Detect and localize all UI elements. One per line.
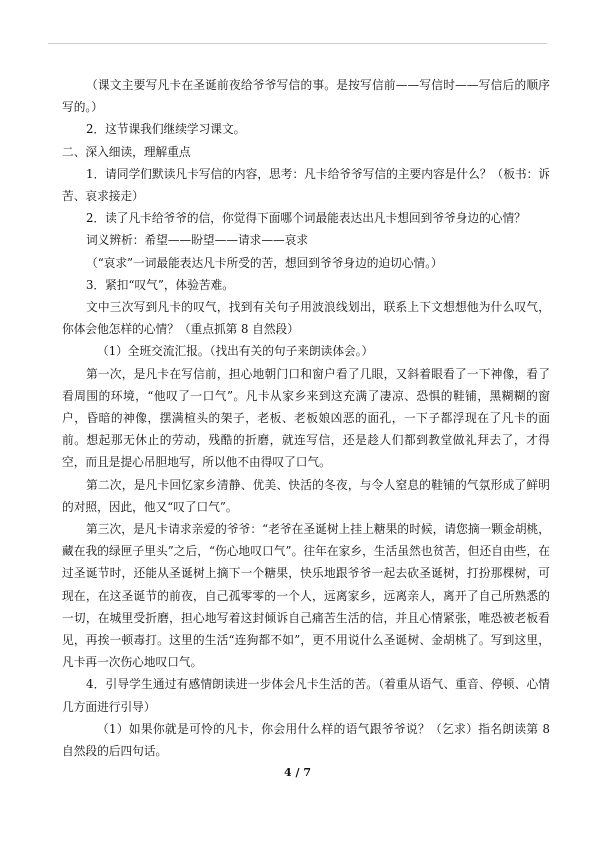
paragraph: 第三次，是凡卡请求亲爱的爷爷：“老爷在圣诞树上挂上糖果的时候，请您摘一颗金胡桃，藏在我的绿匣子里头”之后，“伤心地叹口气”。往年在家乡，生活虽然也贫苦，但还自由些，在过圣诞节时，还能从圣诞树上摘下一个糖果，快乐地跟爷爷一起去砍圣诞树，打扮那棵树，可现在，在这圣诞节的前夜，自己孤零零的一个人，远离家乡，远离亲人，离开了自己所熟悉的一切，在城里受折磨，担心地写着这封倾诉自己痛苦生活的信，并且心情紧张，唯恐被老板看见，再挨一顿毒打。这里的生活“连狗都不如”，更不用说什么圣诞树、金胡桃了。写到这里，凡卡再一次伤心地叹口气。 [62, 522, 550, 670]
header-rule [48, 43, 547, 44]
paragraph: 第二次，是凡卡回忆家乡清静、优美、快活的冬夜，与令人窒息的鞋铺的气氛形成了鲜明的对照，因此，他又“叹了口气”。 [62, 477, 550, 514]
paragraph: 2．这节课我们继续学习课文。 [86, 122, 246, 137]
paragraph: （“哀求”一词最能表达凡卡所受的苦，想回到爷爷身边的迫切心情。） [86, 255, 443, 270]
paragraph: 文中三次写到凡卡的叹气，找到有关句子用波浪线划出，联系上下文想想他为什么叹气，你体会他怎样的心情？（重点抓第 8 自然段） [62, 300, 550, 337]
paragraph: 4．引导学生通过有感情朗读进一步体会凡卡生活的苦。（着重从语气、重音、停顿、心情几方面进行引导） [62, 677, 550, 714]
paragraph: 第一次，是凡卡在写信前，担心地朝门口和窗户看了几眼，又斜着眼看了一下神像，看了看周围的环境，“他叹了一口气”。凡卡从家乡来到这充满了凄凉、恐惧的鞋铺，黑糊糊的窗户，昏暗的神像，摆满楦头的架子，老板、老板娘凶恶的面孔，一下子都浮现在了凡卡的面前。想起那无休止的劳动，残酷的折磨，就连写信，还是趁人们都到教堂做礼拜去了，才得空，而且是提心吊胆地写，所以他不由得叹了口气。 [62, 366, 550, 470]
paragraph: （课文主要写凡卡在圣诞前夜给爷爷写信的事。是按写信前——写信时——写信后的顺序写的。） [62, 78, 550, 115]
paragraph: 1．请同学们默读凡卡写信的内容，思考：凡卡给爷爷写信的主要内容是什么？（板书：诉苦、哀求接走） [62, 166, 550, 204]
paragraph: 3．紧扣“叹气”，体验苦难。 [86, 277, 234, 292]
paragraph: 词义辨析：希望——盼望——请求——哀求 [86, 233, 309, 248]
paragraph: 2．读了凡卡给爷爷的信，你觉得下面哪个词最能表达出凡卡想回到爷爷身边的心情？ [86, 211, 526, 226]
paragraph: （1）全班交流汇报。（找出有关的句子来朗读体会。） [97, 344, 374, 359]
document-body [62, 74, 550, 762]
section-heading: 二、深入细读，理解重点 [62, 144, 191, 159]
page-number: 4 / 7 [284, 766, 311, 779]
paragraph: （1）如果你就是可怜的凡卡，你会用什么样的语气跟爷爷说？（乞求）指名朗读第 8 自然段的后四句话。 [62, 721, 550, 759]
